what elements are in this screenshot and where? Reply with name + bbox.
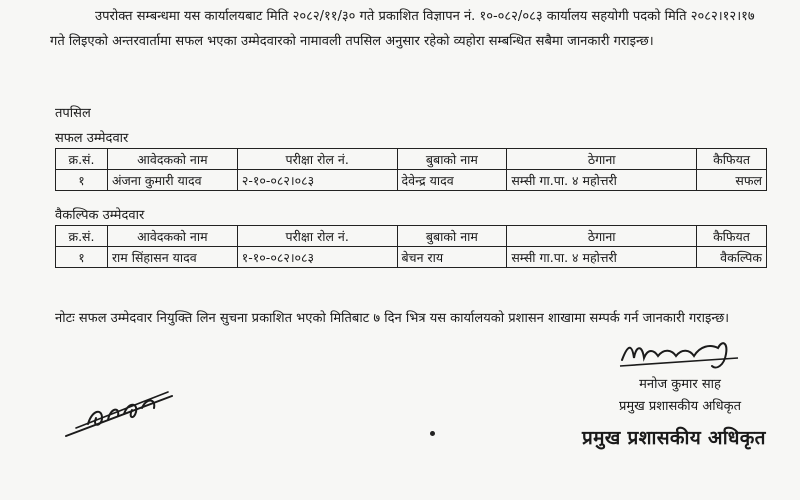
col-address: ठेगाना: [507, 149, 697, 170]
signature: [618, 336, 748, 372]
cell-applicant-name: राम सिंहासन यादव: [107, 247, 237, 268]
note-paragraph: नोटः सफल उम्मेदवार नियुक्ति लिन सुचना प्रकाशित भएको मितिबाट ७ दिन भित्र यस कार्यालयको प्रशासन शाखामा सम्पर्क गर्न जानकारी गराइन्छ।: [55, 311, 730, 326]
table-row: [56, 170, 767, 191]
col-roll-number: परीक्षा रोल नं.: [237, 226, 397, 247]
cell-father-name: देवेन्द्र यादव: [397, 170, 507, 191]
schedule-label: तपसिल: [55, 106, 91, 121]
col-applicant-name: आवेदकको नाम: [107, 149, 237, 170]
col-applicant-name: आवेदकको नाम: [107, 226, 237, 247]
ink-dot: [430, 431, 435, 436]
cell-remark: सफल: [697, 170, 767, 191]
successful-candidates-table: [55, 148, 767, 191]
cell-address: सम्सी गा.पा. ४ महोत्तरी: [507, 170, 697, 191]
signatory-name: मनोज कुमार साह: [639, 377, 721, 392]
cell-remark: वैकल्पिक: [697, 247, 767, 268]
col-serial: क्र.सं.: [56, 226, 108, 247]
table-header-row: [56, 226, 767, 247]
col-roll-number: परीक्षा रोल नं.: [237, 149, 397, 170]
col-father-name: बुबाको नाम: [397, 226, 507, 247]
cell-father-name: बेचन राय: [397, 247, 507, 268]
cell-serial: १: [56, 170, 108, 191]
cell-roll-number: २-१०-०८२।०८३: [237, 170, 397, 191]
alternate-candidates-label: वैकल्पिक उम्मेदवार: [55, 208, 145, 223]
intro-paragraph: [50, 4, 765, 54]
cell-roll-number: १-१०-०८२।०८३: [237, 247, 397, 268]
cell-applicant-name: अंजना कुमारी यादव: [107, 170, 237, 191]
col-serial: क्र.सं.: [56, 149, 108, 170]
cell-serial: १: [56, 247, 108, 268]
col-father-name: बुबाको नाम: [397, 149, 507, 170]
cell-address: सम्सी गा.पा. ४ महोत्तरी: [507, 247, 697, 268]
left-signature: [62, 388, 177, 440]
official-stamp: प्रमुख प्रशासकीय अधिकृत: [582, 427, 766, 449]
table-header-row: [56, 149, 767, 170]
col-remark: कैफियत: [697, 149, 767, 170]
col-remark: कैफियत: [697, 226, 767, 247]
signatory-title: प्रमुख प्रशासकीय अधिकृत: [618, 399, 742, 414]
intro-text: उपरोक्त सम्बन्धमा यस कार्यालयबाट मिति २०८२/११/३० गते प्रकाशित विज्ञापन नं. १०-०८२/०८३ कार्यालय सहयोगी पदको मिति २०८२।१२।१७ गते लिइएको अन्तरवार्तामा सफल भएका उम्मेदवारको नामावली तपसिल अनुसार रहेको व्यहोरा सम्बन्धित सबैमा जानकारी गराइन्छ।: [50, 9, 755, 49]
col-address: ठेगाना: [507, 226, 697, 247]
successful-candidates-label: सफल उम्मेदवार: [55, 131, 129, 146]
alternate-candidates-table: [55, 225, 767, 268]
table-row: [56, 247, 767, 268]
